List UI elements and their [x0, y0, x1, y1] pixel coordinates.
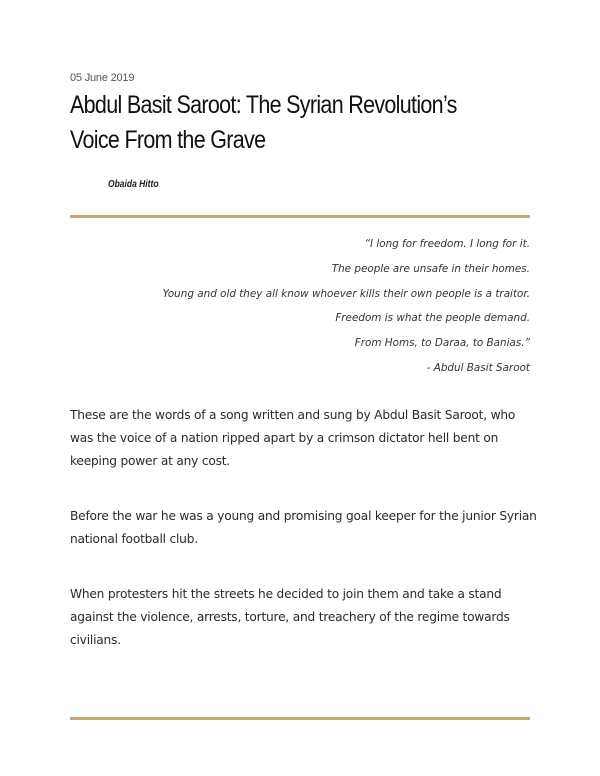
song-quote: [70, 232, 530, 381]
quote-line: From Homs, to Daraa, to Banias.”: [354, 337, 530, 350]
author-byline: Obaida Hitto: [108, 179, 159, 190]
body-paragraph: Before the war he was a young and promising goal keeper for the junior Syrian national football club.: [70, 509, 537, 546]
title-line-1: Abdul Basit Saroot: The Syrian Revolution’s: [70, 91, 457, 119]
publish-date: 05 June 2019: [70, 72, 135, 84]
article-title: [70, 88, 474, 158]
quote-line: “I long for freedom. I long for it.: [364, 238, 530, 250]
body-paragraph: These are the words of a song written and sung by Abdul Basit Saroot, who was the voice of a nation ripped apart by a crimson dictator hell bent on keeping power at any cost.: [70, 408, 516, 468]
quote-line: The people are unsafe in their homes.: [331, 262, 530, 275]
quote-line: Freedom is what the people demand.: [335, 312, 530, 325]
body-paragraph: When protesters hit the streets he decided to join them and take a stand against the violence, arrests, torture, and treachery of the regime towards civilians.: [70, 587, 510, 647]
quote-line: Young and old they all know whoever kills their own people is a traitor.: [162, 287, 530, 300]
top-divider: [70, 215, 530, 218]
bottom-divider: [70, 717, 530, 720]
title-line-2: Voice From the Grave: [70, 126, 266, 154]
quote-attribution: - Abdul Basit Saroot: [426, 361, 530, 374]
